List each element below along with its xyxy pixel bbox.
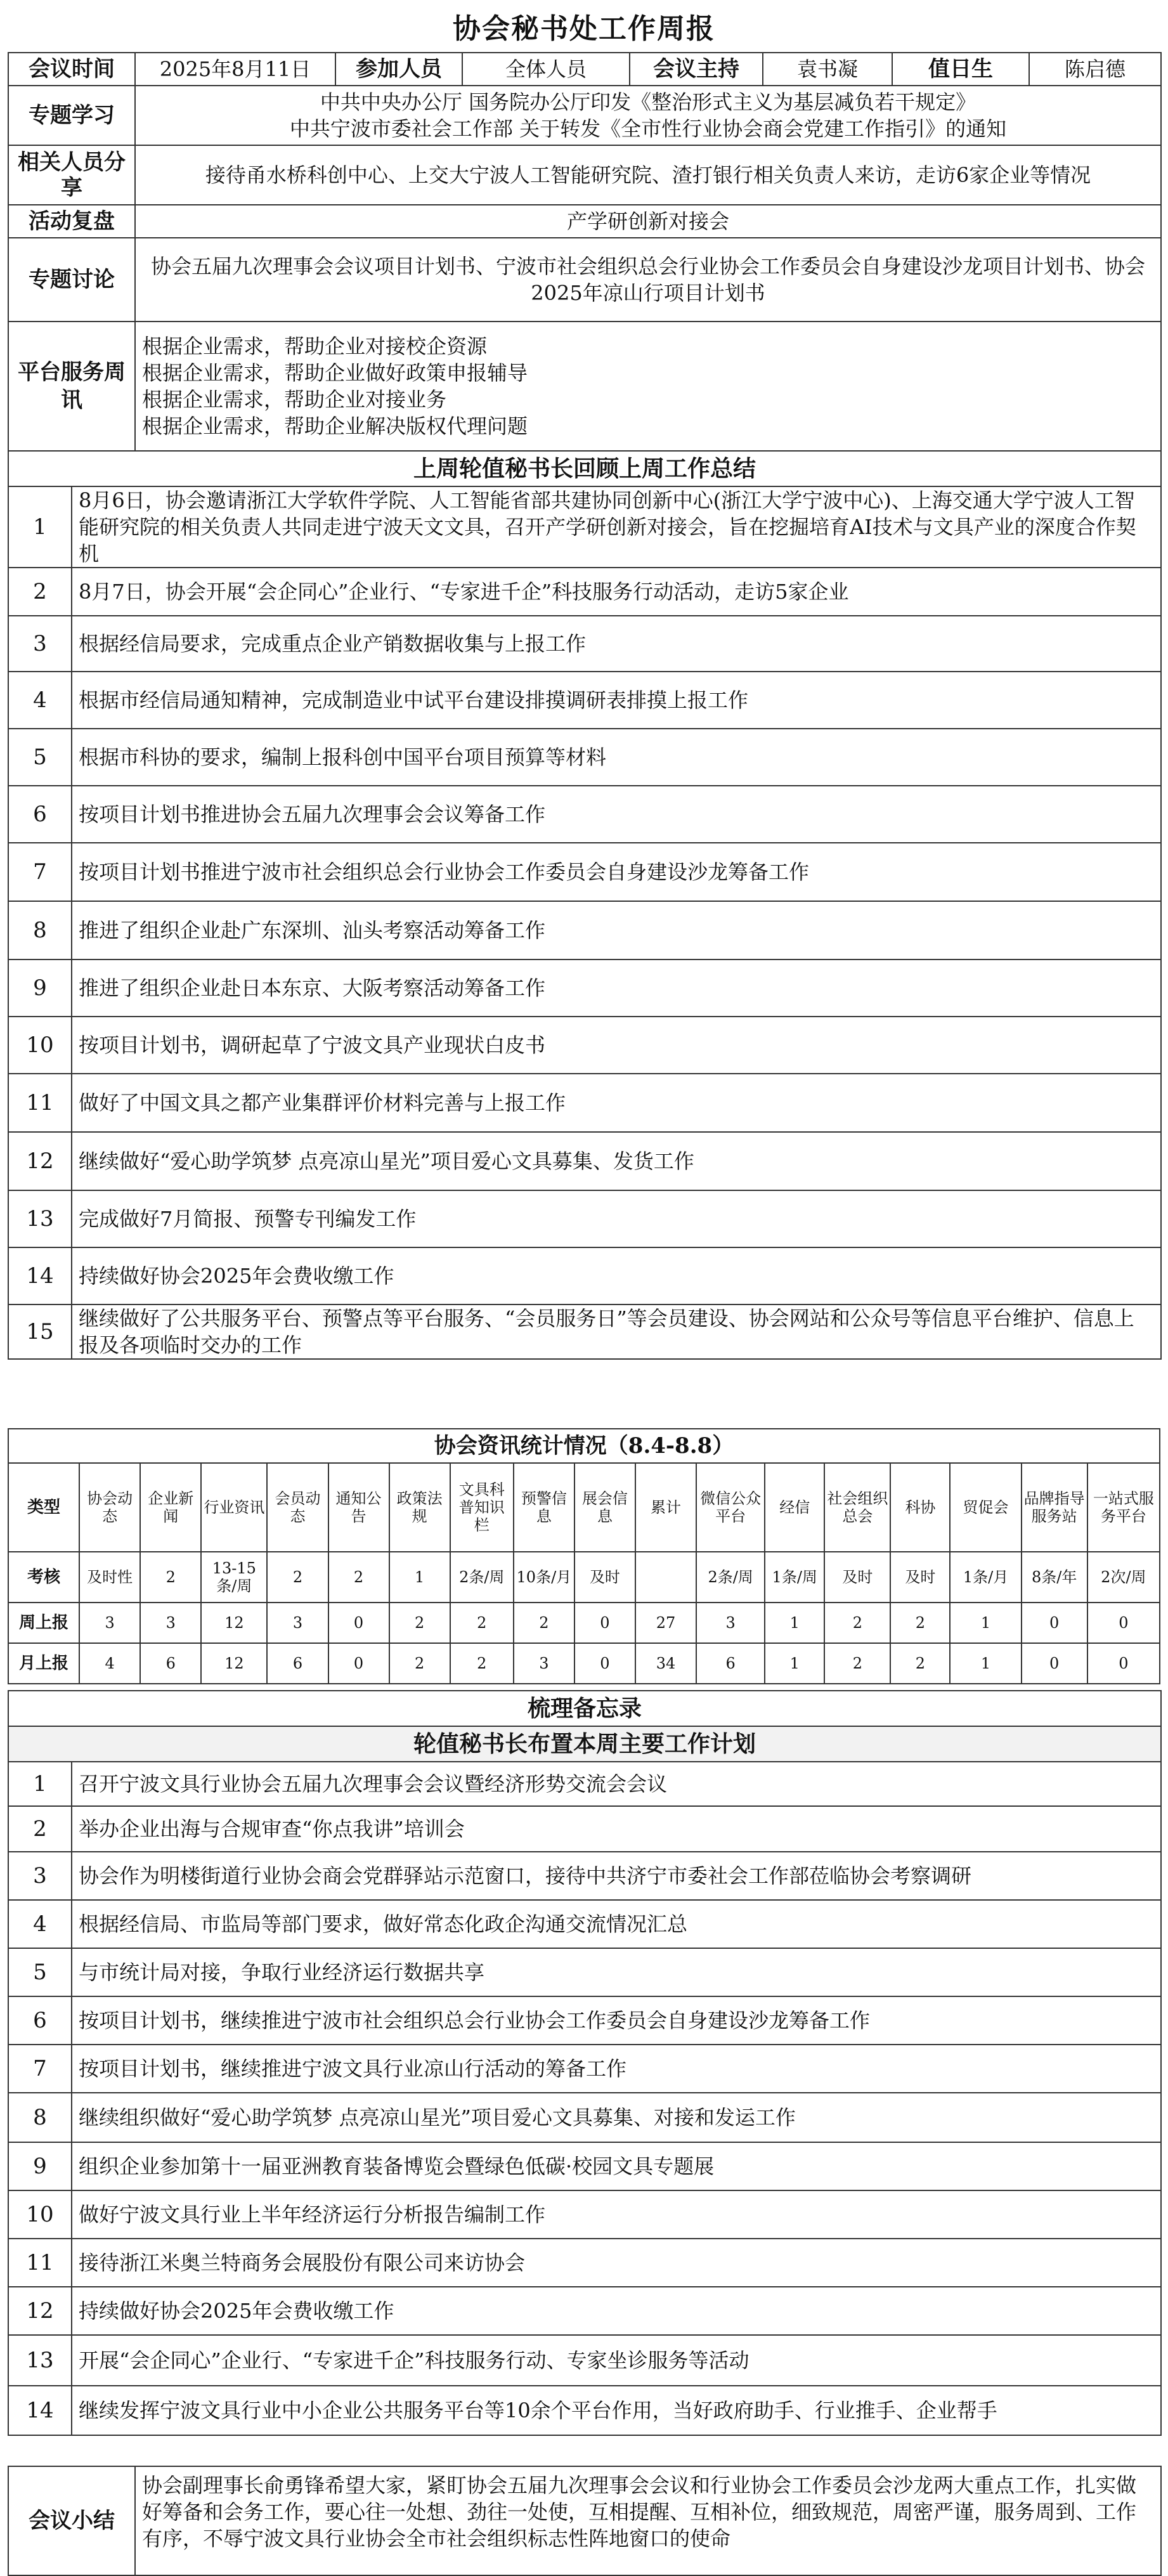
item-text: 按项目计划书，继续推进宁波文具行业凉山行活动的筹备工作 xyxy=(72,2045,1161,2093)
info-data-row xyxy=(8,1603,1160,1643)
item-text: 持续做好协会2025年会费收缴工作 xyxy=(72,2287,1161,2335)
info-cell: 4 xyxy=(79,1643,140,1684)
item-number: 3 xyxy=(8,616,72,672)
summary-label: 会议小结 xyxy=(8,2466,135,2575)
info-column-header: 政策法规 xyxy=(389,1463,450,1552)
time-value: 2025年8月11日 xyxy=(135,53,335,86)
item-number: 2 xyxy=(8,1806,72,1852)
item-number: 6 xyxy=(8,1996,72,2045)
info-cell: 0 xyxy=(574,1603,635,1643)
item-number: 5 xyxy=(8,1948,72,1996)
item-number: 11 xyxy=(8,1074,72,1132)
table-row xyxy=(8,616,1161,672)
info-cell: 13-15条/周 xyxy=(201,1552,267,1603)
table-row xyxy=(8,786,1161,843)
table-row xyxy=(8,729,1161,786)
info-column-header: 会员动态 xyxy=(267,1463,328,1552)
info-column-header: 行业资讯 xyxy=(201,1463,267,1552)
item-text: 按项目计划书，继续推进宁波市社会组织总会行业协会工作委员会自身建设沙龙筹备工作 xyxy=(72,1996,1161,2045)
item-text: 继续组织做好“爱心助学筑梦 点亮凉山星光”项目爱心文具募集、对接和发运工作 xyxy=(72,2093,1161,2142)
platform-line: 根据企业需求，帮助企业对接业务 xyxy=(142,387,447,412)
time-label: 会议时间 xyxy=(8,53,135,86)
item-number: 11 xyxy=(8,2239,72,2287)
info-cell: 2 xyxy=(389,1643,450,1684)
table-row xyxy=(8,2287,1161,2335)
info-cell: 2 xyxy=(450,1603,514,1643)
item-number: 6 xyxy=(8,786,72,843)
item-number: 15 xyxy=(8,1304,72,1359)
table-row xyxy=(8,1074,1161,1132)
info-cell: 6 xyxy=(267,1643,328,1684)
item-text: 做好了中国文具之都产业集群评价材料完善与上报工作 xyxy=(72,1074,1161,1132)
platform-line: 根据企业需求，帮助企业对接校企资源 xyxy=(142,334,488,358)
item-number: 14 xyxy=(8,1247,72,1304)
item-text: 召开宁波文具行业协会五届九次理事会会议暨经济形势交流会会议 xyxy=(72,1762,1161,1806)
info-cell: 及时性 xyxy=(79,1552,140,1603)
table-row xyxy=(8,2335,1161,2386)
info-cell: 3 xyxy=(140,1603,201,1643)
info-cell: 2 xyxy=(890,1603,950,1643)
summary-text: 协会副理事长俞勇锋希望大家，紧盯协会五届九次理事会会议和行业协会工作委员会沙龙两大重点工作，扎实做好筹备和会务工作，要心往一处想、劲往一处使，互相提醒、互相补位，细致规范，周密严谨，服务周到、工作有序，不辱宁波文具行业协会全市社会组织标志性阵地窗口的使命 xyxy=(135,2466,1161,2575)
item-text: 做好宁波文具行业上半年经济运行分析报告编制工作 xyxy=(72,2190,1161,2239)
table-row xyxy=(8,1806,1161,1852)
table-row xyxy=(8,1996,1161,2045)
info-heading: 协会资讯统计情况（8.4-8.8） xyxy=(8,1429,1160,1463)
meeting-row xyxy=(8,53,1161,86)
item-number: 10 xyxy=(8,2190,72,2239)
info-column-header: 贸促会 xyxy=(950,1463,1021,1552)
item-text: 推进了组织企业赴广东深圳、汕头考察活动筹备工作 xyxy=(72,901,1161,959)
info-column-header: 企业新闻 xyxy=(140,1463,201,1552)
table-row xyxy=(8,2093,1161,2142)
item-number: 12 xyxy=(8,1132,72,1190)
info-cell: 2 xyxy=(450,1643,514,1684)
item-number: 1 xyxy=(8,486,72,568)
item-number: 4 xyxy=(8,672,72,729)
info-stats-table xyxy=(8,1428,1160,1684)
topic-study-label: 专题学习 xyxy=(8,86,135,145)
info-cell: 2次/周 xyxy=(1087,1552,1160,1603)
info-cell: 27 xyxy=(635,1603,696,1643)
item-number: 10 xyxy=(8,1017,72,1074)
sharing-row xyxy=(8,145,1161,205)
topic-study-content xyxy=(135,86,1161,145)
table-row xyxy=(8,1304,1161,1359)
item-text: 完成做好7月简报、预警专刊编发工作 xyxy=(72,1190,1161,1247)
item-text: 根据市经信局通知精神，完成制造业中试平台建设排摸调研表排摸上报工作 xyxy=(72,672,1161,729)
info-heading-row xyxy=(8,1429,1160,1463)
meeting-info-table xyxy=(8,52,1162,452)
info-column-header: 通知公告 xyxy=(328,1463,389,1552)
this-week-table xyxy=(8,1690,1162,2436)
item-text: 持续做好协会2025年会费收缴工作 xyxy=(72,1247,1161,1304)
info-cell xyxy=(635,1552,696,1603)
table-row xyxy=(8,959,1161,1017)
table-row xyxy=(8,2190,1161,2239)
table-row xyxy=(8,1852,1161,1900)
item-number: 8 xyxy=(8,901,72,959)
item-text: 按项目计划书，调研起草了宁波文具产业现状白皮书 xyxy=(72,1017,1161,1074)
info-cell: 12 xyxy=(201,1643,267,1684)
item-number: 7 xyxy=(8,2045,72,2093)
page-title: 协会秘书处工作周报 xyxy=(453,13,715,45)
item-text: 开展“会企同心”企业行、“专家进千企”科技服务行动、专家坐诊服务等活动 xyxy=(72,2335,1161,2386)
info-cell: 0 xyxy=(328,1643,389,1684)
item-number: 9 xyxy=(8,2142,72,2190)
discussion-row xyxy=(8,238,1161,322)
item-text: 按项目计划书推进协会五届九次理事会会议筹备工作 xyxy=(72,786,1161,843)
item-number: 13 xyxy=(8,1190,72,1247)
item-number: 2 xyxy=(8,568,72,616)
platform-line: 根据企业需求，帮助企业做好政策申报辅导 xyxy=(142,361,528,385)
info-cell: 3 xyxy=(79,1603,140,1643)
info-cell: 2 xyxy=(890,1643,950,1684)
info-cell: 2 xyxy=(824,1603,890,1643)
info-column-header: 协会动态 xyxy=(79,1463,140,1552)
item-text: 推进了组织企业赴日本东京、大阪考察活动筹备工作 xyxy=(72,959,1161,1017)
info-column-header: 文具科普知识栏 xyxy=(450,1463,514,1552)
info-data-row xyxy=(8,1552,1160,1603)
platform-label: 平台服务周讯 xyxy=(8,322,135,451)
table-row xyxy=(8,2386,1161,2435)
info-column-header: 累计 xyxy=(635,1463,696,1552)
table-row xyxy=(8,1017,1161,1074)
info-cell: 0 xyxy=(574,1643,635,1684)
this-week-heading: 轮值秘书长布置本周主要工作计划 xyxy=(8,1726,1161,1762)
item-text: 举办企业出海与合规审查“你点我讲”培训会 xyxy=(72,1806,1161,1852)
item-text: 根据经信局、市监局等部门要求，做好常态化政企沟通交流情况汇总 xyxy=(72,1900,1161,1948)
item-text: 8月7日，协会开展“会企同心”企业行、“专家进千企”科技服务行动活动，走访5家企业 xyxy=(72,568,1161,616)
info-column-header: 经信 xyxy=(765,1463,824,1552)
info-column-header: 展会信息 xyxy=(574,1463,635,1552)
info-cell: 0 xyxy=(1022,1603,1087,1643)
item-text: 根据市科协的要求，编制上报科创中国平台项目预算等材料 xyxy=(72,729,1161,786)
item-text: 组织企业参加第十一届亚洲教育装备博览会暨绿色低碳·校园文具专题展 xyxy=(72,2142,1161,2190)
item-text: 8月6日，协会邀请浙江大学软件学院、人工智能省部共建协同创新中心(浙江大学宁波中心)、上海交通大学宁波人工智能研究院的相关负责人共同走进宁波天文文具，召开产学研创新对接会，旨在挖掘培育AI技术与文具产业的深度合作契机 xyxy=(72,486,1161,568)
info-cell: 2 xyxy=(328,1552,389,1603)
topic-study-line: 中共中央办公厅 国务院办公厅印发《整治形式主义为基层减负若干规定》 xyxy=(320,90,977,114)
info-cell: 34 xyxy=(635,1643,696,1684)
info-cell: 1 xyxy=(765,1603,824,1643)
item-text: 继续做好了公共服务平台、预警点等平台服务、“会员服务日”等会员建设、协会网站和公众号等信息平台维护、信息上报及各项临时交办的工作 xyxy=(72,1304,1161,1359)
info-cell: 8条/年 xyxy=(1022,1552,1087,1603)
item-number: 4 xyxy=(8,1900,72,1948)
review-row xyxy=(8,205,1161,238)
discussion-text: 协会五届九次理事会会议项目计划书、宁波市社会组织总会行业协会工作委员会自身建设沙龙项目计划书、协会2025年凉山行项目计划书 xyxy=(135,238,1161,322)
table-row xyxy=(8,1762,1161,1806)
info-column-header: 类型 xyxy=(8,1463,79,1552)
discussion-label: 专题讨论 xyxy=(8,238,135,322)
table-row xyxy=(8,1132,1161,1190)
table-row xyxy=(8,2239,1161,2287)
info-cell: 1条/周 xyxy=(765,1552,824,1603)
info-row-label: 考核 xyxy=(8,1552,79,1603)
info-header-row xyxy=(8,1463,1160,1552)
item-number: 12 xyxy=(8,2287,72,2335)
table-row xyxy=(8,1190,1161,1247)
duty-label: 值日生 xyxy=(892,53,1029,86)
info-column-header: 一站式服务平台 xyxy=(1087,1463,1160,1552)
info-cell: 10条/月 xyxy=(514,1552,574,1603)
info-cell: 1 xyxy=(950,1643,1021,1684)
info-row-label: 月上报 xyxy=(8,1643,79,1684)
info-cell: 2条/周 xyxy=(696,1552,765,1603)
info-cell: 2条/周 xyxy=(450,1552,514,1603)
attendees-value: 全体人员 xyxy=(462,53,630,86)
item-number: 3 xyxy=(8,1852,72,1900)
info-column-header: 微信公众平台 xyxy=(696,1463,765,1552)
info-cell: 3 xyxy=(696,1603,765,1643)
info-cell: 及时 xyxy=(890,1552,950,1603)
memo-heading: 梳理备忘录 xyxy=(8,1691,1161,1726)
last-week-heading-row xyxy=(8,451,1161,486)
table-row xyxy=(8,486,1161,568)
info-cell: 1 xyxy=(389,1552,450,1603)
info-cell: 1 xyxy=(950,1603,1021,1643)
info-column-header: 科协 xyxy=(890,1463,950,1552)
last-week-heading: 上周轮值秘书长回顾上周工作总结 xyxy=(8,451,1161,486)
memo-heading-row xyxy=(8,1691,1161,1726)
topic-study-row xyxy=(8,86,1161,145)
info-cell: 12 xyxy=(201,1603,267,1643)
info-cell: 6 xyxy=(140,1643,201,1684)
item-number: 5 xyxy=(8,729,72,786)
item-text: 继续发挥宁波文具行业中小企业公共服务平台等10余个平台作用，当好政府助手、行业推手、企业帮手 xyxy=(72,2386,1161,2435)
platform-content xyxy=(135,322,1161,451)
info-cell: 2 xyxy=(267,1552,328,1603)
item-text: 根据经信局要求，完成重点企业产销数据收集与上报工作 xyxy=(72,616,1161,672)
item-number: 13 xyxy=(8,2335,72,2386)
info-cell: 及时 xyxy=(824,1552,890,1603)
info-cell: 1条/月 xyxy=(950,1552,1021,1603)
info-cell: 0 xyxy=(1087,1643,1160,1684)
host-label: 会议主持 xyxy=(630,53,763,86)
item-text: 接待浙江米奥兰特商务会展股份有限公司来访协会 xyxy=(72,2239,1161,2287)
info-cell: 3 xyxy=(267,1603,328,1643)
table-row xyxy=(8,1900,1161,1948)
attendees-label: 参加人员 xyxy=(335,53,462,86)
item-number: 14 xyxy=(8,2386,72,2435)
sharing-label: 相关人员分享 xyxy=(8,145,135,205)
item-number: 1 xyxy=(8,1762,72,1806)
table-row xyxy=(8,843,1161,901)
host-value: 袁书凝 xyxy=(763,53,892,86)
duty-value: 陈启德 xyxy=(1029,53,1161,86)
info-cell: 2 xyxy=(140,1552,201,1603)
this-week-heading-row xyxy=(8,1726,1161,1762)
item-text: 协会作为明楼街道行业协会商会党群驿站示范窗口，接待中共济宁市委社会工作部莅临协会考察调研 xyxy=(72,1852,1161,1900)
info-column-header: 预警信息 xyxy=(514,1463,574,1552)
info-cell: 6 xyxy=(696,1643,765,1684)
info-cell: 2 xyxy=(514,1603,574,1643)
info-data-row xyxy=(8,1643,1160,1684)
item-text: 继续做好“爱心助学筑梦 点亮凉山星光”项目爱心文具募集、发货工作 xyxy=(72,1132,1161,1190)
item-text: 按项目计划书推进宁波市社会组织总会行业协会工作委员会自身建设沙龙筹备工作 xyxy=(72,843,1161,901)
info-cell: 0 xyxy=(328,1603,389,1643)
item-number: 9 xyxy=(8,959,72,1017)
info-cell: 0 xyxy=(1087,1603,1160,1643)
summary-table xyxy=(8,2466,1162,2576)
item-number: 7 xyxy=(8,843,72,901)
table-row xyxy=(8,2045,1161,2093)
review-text: 产学研创新对接会 xyxy=(135,205,1161,238)
review-label: 活动复盘 xyxy=(8,205,135,238)
table-row xyxy=(8,568,1161,616)
info-cell: 2 xyxy=(824,1643,890,1684)
table-row xyxy=(8,901,1161,959)
table-row xyxy=(8,2142,1161,2190)
info-row-label: 周上报 xyxy=(8,1603,79,1643)
info-column-header: 品牌指导服务站 xyxy=(1022,1463,1087,1552)
info-cell: 及时 xyxy=(574,1552,635,1603)
item-number: 8 xyxy=(8,2093,72,2142)
table-row xyxy=(8,1247,1161,1304)
platform-row xyxy=(8,322,1161,451)
platform-line: 根据企业需求，帮助企业解决版权代理问题 xyxy=(142,414,528,438)
info-cell: 0 xyxy=(1022,1643,1087,1684)
info-column-header: 社会组织总会 xyxy=(824,1463,890,1552)
info-cell: 1 xyxy=(765,1643,824,1684)
last-week-table xyxy=(8,450,1162,1360)
info-cell: 2 xyxy=(389,1603,450,1643)
table-row xyxy=(8,672,1161,729)
sharing-text: 接待甬水桥科创中心、上交大宁波人工智能研究院、渣打银行相关负责人来访，走访6家企业等情况 xyxy=(135,145,1161,205)
topic-study-line: 中共宁波市委社会工作部 关于转发《全市性行业协会商会党建工作指引》的通知 xyxy=(289,117,1007,141)
info-cell: 3 xyxy=(514,1643,574,1684)
summary-row xyxy=(8,2466,1161,2575)
table-row xyxy=(8,1948,1161,1996)
item-text: 与市统计局对接，争取行业经济运行数据共享 xyxy=(72,1948,1161,1996)
